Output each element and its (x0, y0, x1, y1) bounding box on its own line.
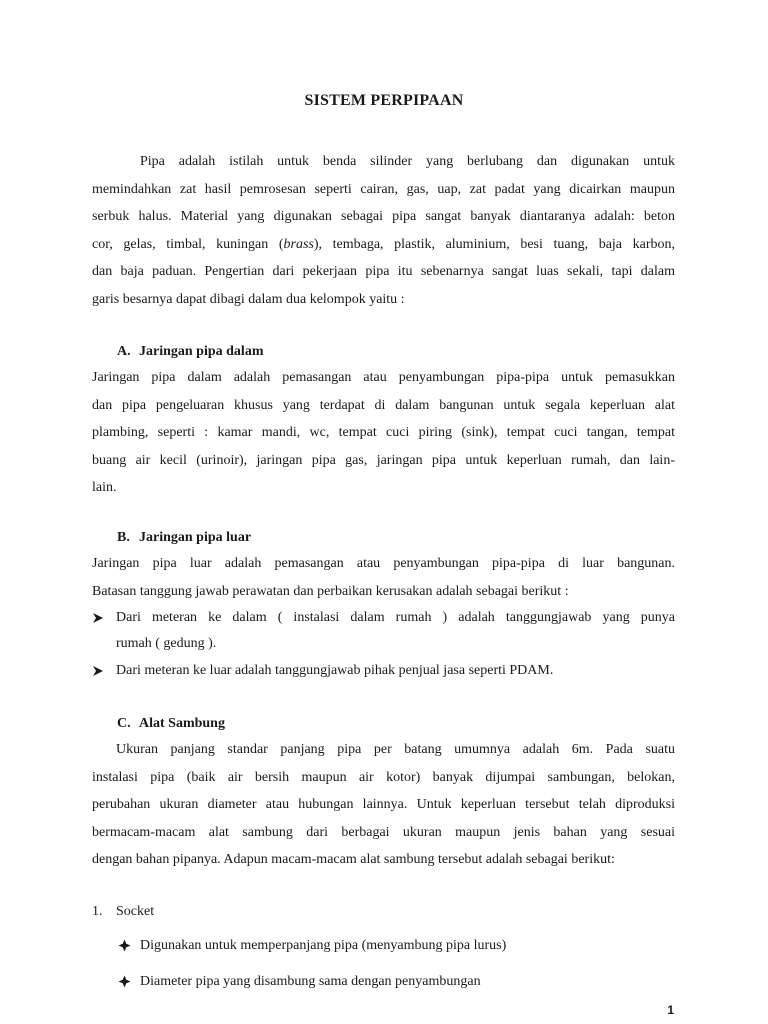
section-a-paragraph (92, 364, 675, 502)
sub-list-item-text: Digunakan untuk memperpanjang pipa (menyambung pipa lurus) (140, 938, 507, 953)
sub-list-item (118, 971, 481, 993)
sub-list-item-text: Diameter pipa yang disambung sama dengan penyambungan (140, 974, 481, 989)
list-item-text: Dari meteran ke dalam ( instalasi dalam rumah ) adalah tanggungjawab yang punya (116, 610, 675, 625)
section-c-paragraph (92, 736, 675, 874)
paragraph-line: plambing, seperti : kamar mandi, wc, tempat cuci piring (sink), tempat cuci tangan, tempat (92, 425, 675, 440)
intro-italic-term: brass (283, 236, 314, 252)
paragraph-line: bermacam-macam alat sambung dari berbagai ukuran maupun jenis bahan yang sesuai (92, 824, 675, 840)
intro-line: dan baja paduan. Pengertian dari pekerjaan pipa itu sebenarnya sangat luas sekali, tapi dalam (92, 264, 675, 279)
sub-list-item (118, 935, 506, 957)
list-item-text: Dari meteran ke luar adalah tanggungjawab pihak penjual jasa seperti PDAM. (116, 663, 554, 678)
intro-text: ), tembaga, plastik, aluminium, besi tuang, baja karbon, (313, 236, 675, 252)
four-diamond-bullet-icon (118, 971, 140, 993)
paragraph-line: Jaringan pipa luar adalah pemasangan atau penyambungan pipa-pipa di luar bangunan. (92, 556, 675, 571)
document-title: SISTEM PERPIPAAN (304, 92, 464, 109)
arrowhead-bullet-icon (92, 657, 112, 684)
paragraph-line: Batasan tanggung jawab perawatan dan perbaikan kerusakan adalah sebagai berikut : (92, 583, 569, 599)
paragraph-line: dengan bahan pipanya. Adapun macam-macam alat sambung tersebut adalah sebagai berikut: (92, 852, 615, 867)
section-title: Alat Sambung (139, 716, 225, 731)
section-letter: A. (117, 344, 131, 359)
paragraph-line: dan pipa pengeluaran khusus yang terdapat di dalam bangunan untuk segala keperluan alat (92, 397, 675, 413)
item-label: Socket (116, 904, 155, 919)
intro-text: cor, gelas, timbal, kuningan ( (92, 236, 284, 252)
intro-line: Pipa adalah istilah untuk benda silinder yang berlubang dan digunakan untuk (140, 154, 675, 169)
list-item (92, 657, 675, 684)
paragraph-line: lain. (92, 480, 117, 495)
intro-line (92, 231, 675, 259)
section-b-paragraph (92, 550, 675, 605)
section-b-heading (117, 528, 251, 548)
list-item-continuation: rumah ( gedung ). (116, 636, 217, 651)
item-number: 1. (92, 904, 103, 919)
section-c-heading (117, 714, 225, 734)
paragraph-line: perubahan ukuran diameter atau hubungan lainnya. Untuk keperluan tersebut telah diproduksi (92, 797, 675, 812)
page-number: 1 (667, 1003, 674, 1017)
paragraph-line: Jaringan pipa dalam adalah pemasangan atau penyambungan pipa-pipa untuk pemasukkan (92, 370, 675, 385)
section-letter: C. (117, 716, 131, 731)
section-a-heading (117, 342, 263, 362)
intro-line: garis besarnya dapat dibagi dalam dua kelompok yaitu : (92, 291, 405, 307)
intro-line: memindahkan zat hasil pemrosesan seperti cairan, gas, uap, zat padat yang dicairkan maupun (92, 181, 675, 197)
section-letter: B. (117, 530, 130, 545)
four-diamond-bullet-icon (118, 935, 140, 957)
paragraph-line: instalasi pipa (baik air bersih maupun air kotor) banyak dijumpai sambungan, belokan, (92, 769, 675, 785)
paragraph-line: buang air kecil (urinoir), jaringan pipa gas, jaringan pipa untuk keperluan rumah, dan lain- (92, 452, 675, 468)
paragraph-line: Ukuran panjang standar panjang pipa per batang umumnya adalah 6m. Pada suatu (116, 742, 675, 757)
numbered-item (92, 901, 154, 923)
list-item (92, 604, 675, 631)
section-title: Jaringan pipa dalam (139, 344, 264, 359)
arrowhead-bullet-icon (92, 604, 112, 631)
section-title: Jaringan pipa luar (139, 530, 252, 545)
intro-paragraph (92, 148, 675, 313)
intro-line: serbuk halus. Material yang digunakan sebagai pipa sangat banyak diantaranya adalah: beton (92, 209, 675, 224)
